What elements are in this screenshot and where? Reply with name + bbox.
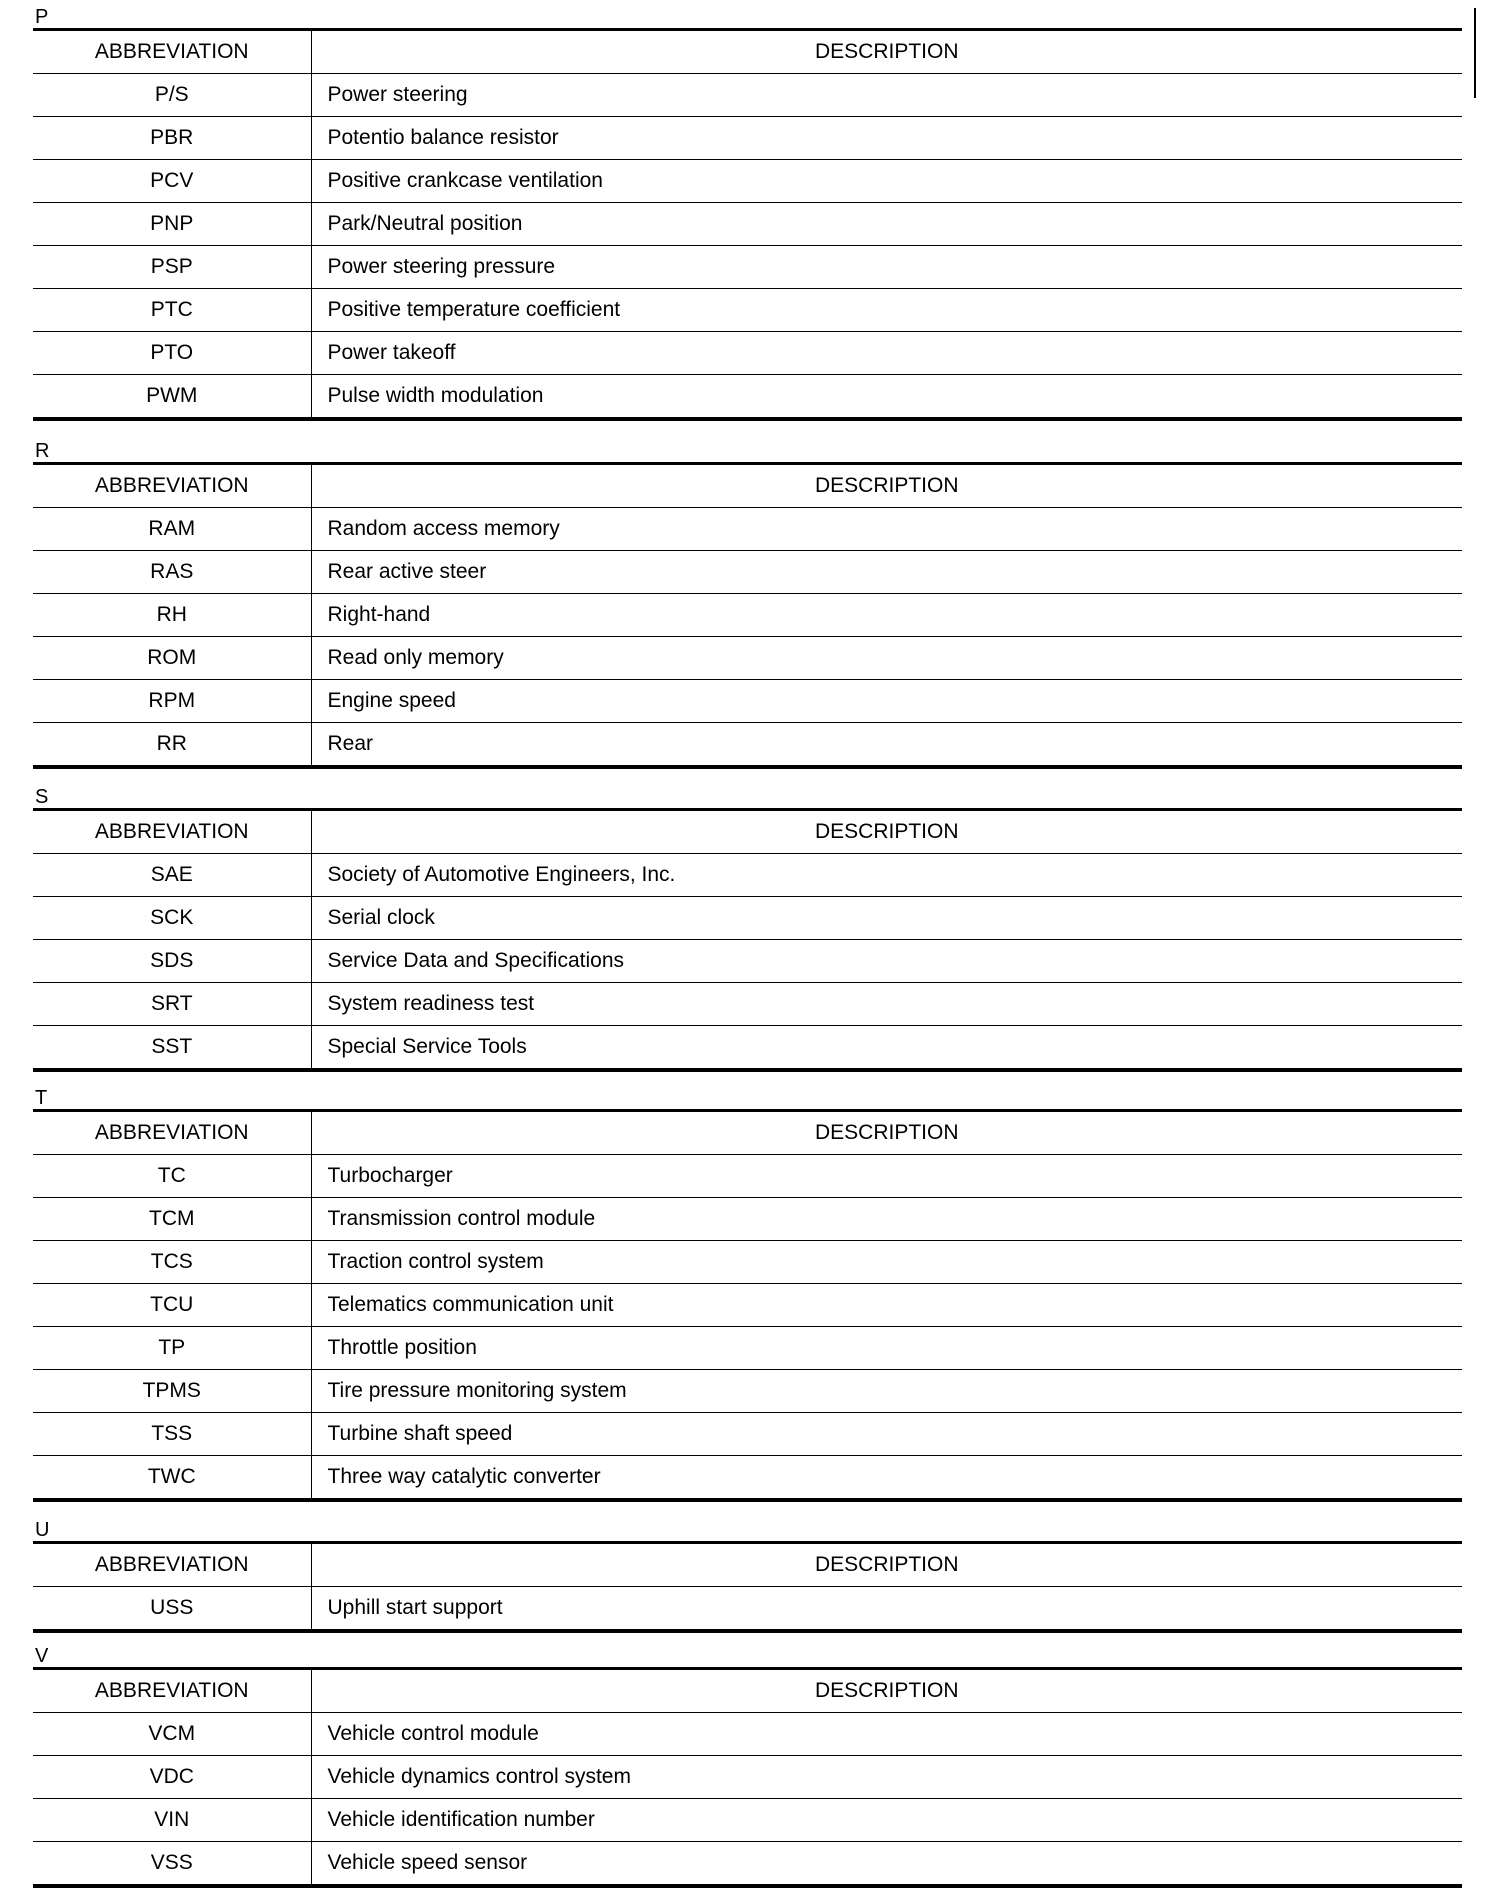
table-row xyxy=(33,1713,1462,1756)
abbreviation-cell: PNP xyxy=(33,203,311,246)
abbreviation-cell: SRT xyxy=(33,983,311,1026)
section-letter: T xyxy=(35,1087,48,1109)
table-row xyxy=(33,551,1462,594)
description-cell: Service Data and Specifications xyxy=(311,940,1462,983)
section-v xyxy=(33,1645,1462,1888)
abbreviation-cell: TWC xyxy=(33,1456,311,1501)
column-header-abbreviation: ABBREVIATION xyxy=(33,1111,311,1155)
table-row xyxy=(33,1198,1462,1241)
table-row xyxy=(33,1587,1462,1632)
table-row xyxy=(33,1842,1462,1887)
description-cell: Positive crankcase ventilation xyxy=(311,160,1462,203)
description-cell: Power steering pressure xyxy=(311,246,1462,289)
column-header-description: DESCRIPTION xyxy=(311,810,1462,854)
table-row xyxy=(33,203,1462,246)
table-row xyxy=(33,1241,1462,1284)
description-cell: Power steering xyxy=(311,74,1462,117)
abbreviation-cell: RAM xyxy=(33,508,311,551)
description-cell: Engine speed xyxy=(311,680,1462,723)
table-row xyxy=(33,1284,1462,1327)
abbreviation-cell: RPM xyxy=(33,680,311,723)
abbreviation-cell: TPMS xyxy=(33,1370,311,1413)
table-header-row xyxy=(33,810,1462,854)
description-cell: Rear active steer xyxy=(311,551,1462,594)
description-cell: Serial clock xyxy=(311,897,1462,940)
abbreviation-cell: USS xyxy=(33,1587,311,1632)
description-cell: Right-hand xyxy=(311,594,1462,637)
abbreviation-table xyxy=(33,808,1462,1072)
description-cell: Positive temperature coefficient xyxy=(311,289,1462,332)
abbreviation-cell: PWM xyxy=(33,375,311,420)
abbreviation-cell: SST xyxy=(33,1026,311,1071)
table-header-row xyxy=(33,1543,1462,1587)
column-header-abbreviation: ABBREVIATION xyxy=(33,464,311,508)
description-cell: Telematics communication unit xyxy=(311,1284,1462,1327)
column-header-abbreviation: ABBREVIATION xyxy=(33,30,311,74)
description-cell: Rear xyxy=(327,732,374,755)
abbreviation-cell: TCM xyxy=(33,1198,311,1241)
section-r xyxy=(33,440,1462,769)
description-cell: System readiness test xyxy=(311,983,1462,1026)
section-s xyxy=(33,786,1462,1072)
table-row xyxy=(33,1756,1462,1799)
abbreviation-cell: PTO xyxy=(33,332,311,375)
abbreviation-cell: RH xyxy=(33,594,311,637)
column-header-description: DESCRIPTION xyxy=(311,1543,1462,1587)
abbreviation-cell: TC xyxy=(33,1155,311,1198)
column-header-abbreviation: ABBREVIATION xyxy=(33,1669,311,1713)
description-cell: Throttle position xyxy=(311,1327,1462,1370)
abbreviation-cell: TP xyxy=(33,1327,311,1370)
abbreviation-table xyxy=(33,1667,1462,1888)
table-header-row xyxy=(33,464,1462,508)
abbreviation-cell: RAS xyxy=(33,551,311,594)
abbreviation-cell: TCU xyxy=(33,1284,311,1327)
table-row xyxy=(33,1370,1462,1413)
abbreviation-cell: VCM xyxy=(33,1713,311,1756)
abbreviation-table xyxy=(33,1541,1462,1633)
abbreviation-cell: VDC xyxy=(33,1756,311,1799)
abbreviation-table xyxy=(33,28,1462,421)
abbreviation-cell: PSP xyxy=(33,246,311,289)
column-header-description: DESCRIPTION xyxy=(311,1111,1462,1155)
table-row xyxy=(33,680,1462,723)
abbreviation-cell: VSS xyxy=(33,1842,311,1887)
table-row xyxy=(33,289,1462,332)
abbreviation-cell: TSS xyxy=(33,1413,311,1456)
table-row xyxy=(33,246,1462,289)
table-row xyxy=(33,723,1462,768)
description-cell: Turbocharger xyxy=(311,1155,1462,1198)
table-header-row xyxy=(33,1111,1462,1155)
table-row xyxy=(33,74,1462,117)
table-row xyxy=(33,1456,1462,1501)
description-cell: Society of Automotive Engineers, Inc. xyxy=(311,854,1462,897)
table-row xyxy=(33,1327,1462,1370)
table-row xyxy=(33,983,1462,1026)
description-cell: Potentio balance resistor xyxy=(311,117,1462,160)
table-header-row xyxy=(33,30,1462,74)
abbreviation-cell: PBR xyxy=(33,117,311,160)
description-cell: Vehicle speed sensor xyxy=(327,1851,528,1874)
table-header-row xyxy=(33,1669,1462,1713)
abbreviation-cell: TCS xyxy=(33,1241,311,1284)
description-cell: Three way catalytic converter xyxy=(327,1465,601,1488)
abbreviation-cell: PTC xyxy=(33,289,311,332)
section-letter: V xyxy=(35,1645,49,1667)
description-cell: Random access memory xyxy=(311,508,1462,551)
description-cell: Special Service Tools xyxy=(327,1035,527,1058)
abbreviation-cell: ROM xyxy=(33,637,311,680)
table-row xyxy=(33,160,1462,203)
abbreviation-cell: P/S xyxy=(33,74,311,117)
table-row xyxy=(33,897,1462,940)
table-row xyxy=(33,1413,1462,1456)
table-row xyxy=(33,117,1462,160)
table-row xyxy=(33,375,1462,420)
description-cell: Traction control system xyxy=(311,1241,1462,1284)
abbreviation-table xyxy=(33,462,1462,769)
section-letter: R xyxy=(35,440,50,462)
description-cell: Turbine shaft speed xyxy=(311,1413,1462,1456)
table-row xyxy=(33,940,1462,983)
description-cell: Power takeoff xyxy=(311,332,1462,375)
abbreviation-cell: SDS xyxy=(33,940,311,983)
abbreviation-cell: PCV xyxy=(33,160,311,203)
table-row xyxy=(33,332,1462,375)
section-letter: U xyxy=(35,1519,50,1541)
table-row xyxy=(33,594,1462,637)
abbreviation-table xyxy=(33,1109,1462,1502)
description-cell: Pulse width modulation xyxy=(327,384,544,407)
table-row xyxy=(33,637,1462,680)
section-letter: S xyxy=(35,786,49,808)
column-header-description: DESCRIPTION xyxy=(311,1669,1462,1713)
description-cell: Vehicle identification number xyxy=(311,1799,1462,1842)
description-cell: Uphill start support xyxy=(327,1596,503,1619)
description-cell: Vehicle dynamics control system xyxy=(311,1756,1462,1799)
abbreviation-cell: SAE xyxy=(33,854,311,897)
abbreviation-cell: RR xyxy=(33,723,311,768)
table-row xyxy=(33,508,1462,551)
description-cell: Tire pressure monitoring system xyxy=(311,1370,1462,1413)
description-cell: Vehicle control module xyxy=(311,1713,1462,1756)
abbreviation-cell: SCK xyxy=(33,897,311,940)
column-header-abbreviation: ABBREVIATION xyxy=(33,810,311,854)
column-header-description: DESCRIPTION xyxy=(311,30,1462,74)
description-cell: Transmission control module xyxy=(311,1198,1462,1241)
table-row xyxy=(33,1799,1462,1842)
table-row xyxy=(33,854,1462,897)
page-edge-bar xyxy=(1474,8,1476,98)
column-header-description: DESCRIPTION xyxy=(311,464,1462,508)
section-t xyxy=(33,1087,1462,1502)
section-u xyxy=(33,1519,1462,1633)
abbreviation-cell: VIN xyxy=(33,1799,311,1842)
description-cell: Read only memory xyxy=(311,637,1462,680)
section-p xyxy=(33,6,1462,421)
description-cell: Park/Neutral position xyxy=(311,203,1462,246)
table-row xyxy=(33,1026,1462,1071)
section-letter: P xyxy=(35,6,49,28)
table-row xyxy=(33,1155,1462,1198)
column-header-abbreviation: ABBREVIATION xyxy=(33,1543,311,1587)
